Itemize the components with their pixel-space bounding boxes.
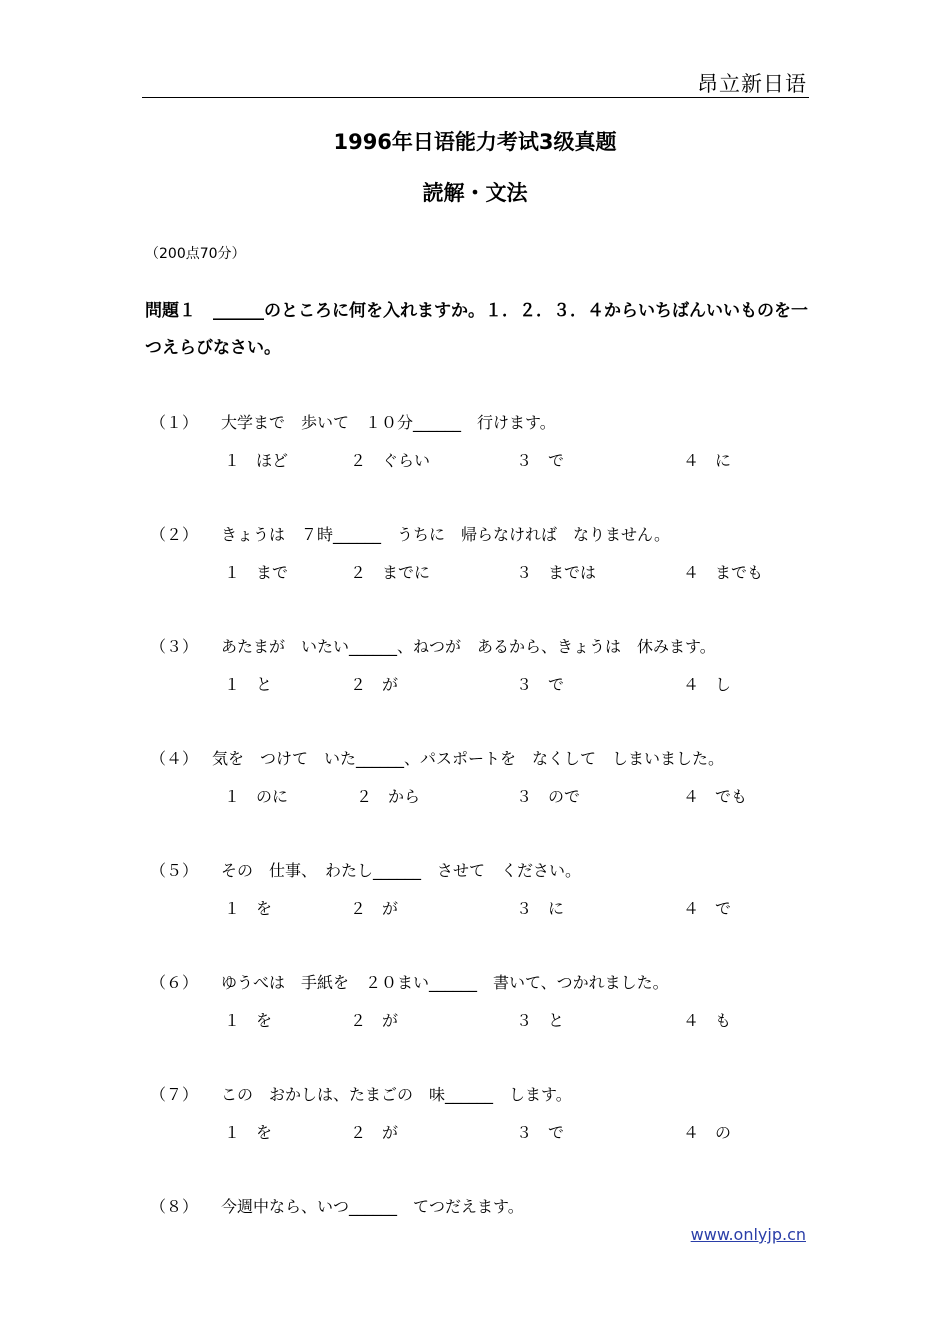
question-number: （６） [150, 973, 199, 992]
option-1: １ を [224, 1011, 273, 1030]
question-text: 気を つけて いた______、パスポートを なくして しまいました。 [212, 749, 725, 768]
option-3: ３ で [516, 451, 565, 470]
question-number: （５） [150, 861, 199, 880]
question-text: あたまが いたい______、ねつが あるから、きょうは 休みます。 [221, 637, 716, 656]
question-number: （８） [150, 1197, 199, 1216]
question-text: ゆうべは 手紙を ２０まい______ 書いて、つかれました。 [221, 973, 669, 992]
option-4: ４ し [683, 675, 732, 694]
question-item [150, 634, 830, 714]
question-text: きょうは ７時______ うちに 帰らなければ なりません。 [221, 525, 670, 544]
option-3: ３ に [516, 899, 565, 918]
question-number: （１） [150, 413, 199, 432]
option-2: ２ が [350, 1123, 399, 1142]
question-item [150, 522, 830, 602]
option-1: １ ほど [224, 451, 289, 470]
question-item [150, 1082, 830, 1162]
option-2: ２ が [350, 1011, 399, 1030]
question-item [150, 746, 830, 826]
option-2: ２ までに [350, 563, 431, 582]
question-text: 今週中なら、いつ______ てつだえます。 [221, 1197, 524, 1216]
question-text: 大学まで 歩いて １０分______ 行けます。 [221, 413, 556, 432]
question-item [150, 970, 830, 1050]
option-3: ３ までは [516, 563, 597, 582]
instruction-text: 問題１ ______のところに何を入れますか。１．２．３．４からいちばんいいものを一つえらびなさい。 [145, 301, 808, 358]
question-number: （４） [150, 749, 199, 768]
option-1: １ を [224, 1123, 273, 1142]
option-2: ２ ぐらい [350, 451, 431, 470]
option-4: ４ までも [683, 563, 764, 582]
option-4: ４ も [683, 1011, 732, 1030]
question-number: （２） [150, 525, 199, 544]
option-3: ３ と [516, 1011, 565, 1030]
section-title: 読解・文法 [422, 181, 528, 205]
option-2: ２ が [350, 899, 399, 918]
option-2: ２ が [350, 675, 399, 694]
header-brand: 昂立新日语 [697, 72, 807, 96]
question-text: この おかしは、たまごの 味______ します。 [221, 1085, 572, 1104]
question-item [150, 410, 830, 490]
option-1: １ と [224, 675, 273, 694]
page-title: 1996年日语能力考试3级真题 [333, 130, 617, 154]
option-3: ３ で [516, 675, 565, 694]
option-4: ４ の [683, 1123, 732, 1142]
option-4: ４ に [683, 451, 732, 470]
question-number: （７） [150, 1085, 199, 1104]
option-2: ２ から [356, 787, 421, 806]
option-1: １ のに [224, 787, 289, 806]
question-item [150, 858, 830, 938]
points-note: （200点70分） [145, 246, 246, 262]
option-4: ４ で [683, 899, 732, 918]
header-divider [142, 97, 809, 98]
option-3: ３ ので [516, 787, 581, 806]
question-number: （３） [150, 637, 199, 656]
website-link[interactable]: www.onlyjp.cn [690, 1225, 806, 1244]
option-1: １ を [224, 899, 273, 918]
question-item [150, 1194, 830, 1224]
option-1: １ まで [224, 563, 289, 582]
option-3: ３ で [516, 1123, 565, 1142]
option-4: ４ でも [683, 787, 748, 806]
question-text: その 仕事、 わたし______ させて ください。 [221, 861, 582, 880]
